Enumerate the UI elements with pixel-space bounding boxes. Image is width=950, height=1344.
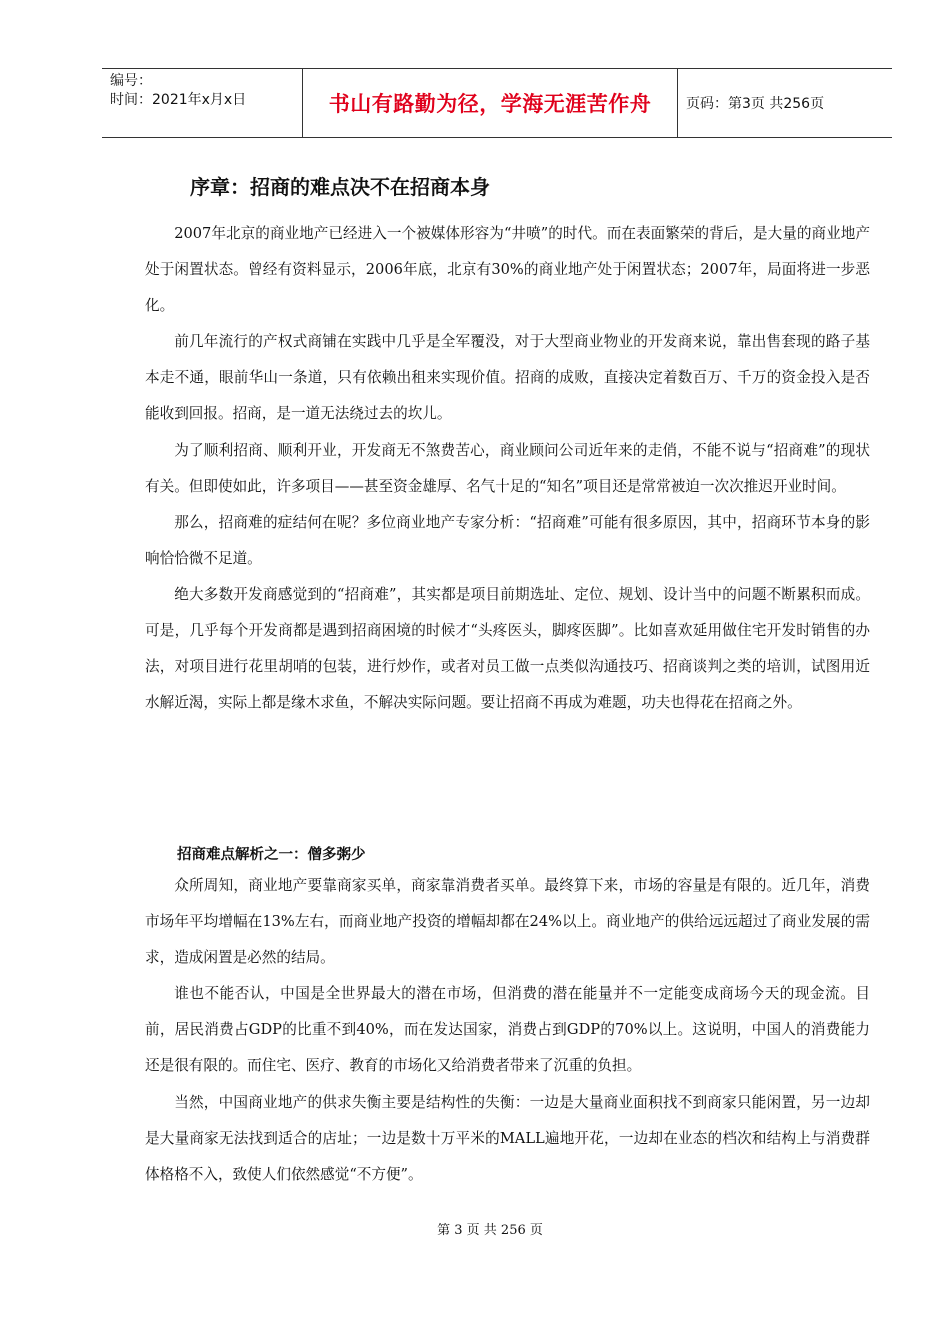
paragraph: 那么，招商难的症结何在呢？多位商业地产专家分析：“招商难”可能有很多原因，其中，招商环节本身的影响恰恰微不足道。 [145,513,870,567]
page-footer: 第 3 页 共 256 页 [437,1223,543,1238]
header-meta [102,69,303,137]
paragraph: 为了顺利招商、顺利开业，开发商无不煞费苦心，商业顾问公司近年来的走俏，不能不说与“招商难”的现状有关。但即使如此，许多项目——甚至资金雄厚、名气十足的“知名”项目还是常常被迫一次次推迟开业时间。 [145,441,870,495]
paragraph: 前几年流行的产权式商铺在实践中几乎是全军覆没，对于大型商业物业的开发商来说，靠出售套现的路子基本走不通，眼前华山一条道，只有依赖出租来实现价值。招商的成败，直接决定着数百万、千万的资金投入是否能收到回报。招商，是一道无法绕过去的坎儿。 [145,333,870,423]
paragraph: 当然，中国商业地产的供求失衡主要是结构性的失衡：一边是大量商业面积找不到商家只能闲置，另一边却是大量商家无法找到适合的店址；一边是数十万平米的MALL遍地开花，一边却在业态的档次和结构上与消费群体格格不入，致使人们依然感觉“不方便”。 [145,1093,870,1183]
document-date: 时间：2021年x月x日 [110,92,247,108]
paragraph: 绝大多数开发商感觉到的“招商难”，其实都是项目前期选址、定位、规划、设计当中的问题不断累积而成。可是，几乎每个开发商都是遇到招商困境的时候才“头疼医头，脚疼医脚”。比如喜欢延用做住宅开发时销售的办法，对项目进行花里胡哨的包装，进行炒作，或者对员工做一点类似沟通技巧、招商谈判之类的培训，试图用近水解近渴，实际上都是缘木求鱼，不解决实际问题。要让招商不再成为难题，功夫也得花在招商之外。 [145,585,870,712]
intro-section [145,216,870,721]
paragraph: 2007年北京的商业地产已经进入一个被媒体形容为“井喷”的时代。而在表面繁荣的背后，是大量的商业地产处于闲置状态。曾经有资料显示，2006年底，北京有30%的商业地产处于闲置状态；2007年，局面将进一步恶化。 [145,225,870,315]
section-heading: 招商难点解析之一：僧多粥少 [177,847,366,863]
paragraph: 众所周知，商业地产要靠商家买单，商家靠消费者买单。最终算下来，市场的容量是有限的。近几年，消费市场年平均增幅在13%左右，而商业地产投资的增幅却都在24%以上。商业地产的供给远远超过了商业发展的需求，造成闲置是必然的结局。 [145,877,870,967]
chapter-title: 序章：招商的难点决不在招商本身 [190,175,490,199]
header-motto: 书山有路勤为径，学海无涯苦作舟 [303,69,678,137]
page-header [102,68,892,138]
section-body [145,868,870,1193]
header-page-number: 页码：第3页 共256页 [686,96,825,112]
document-number: 编号： [110,73,152,89]
paragraph: 谁也不能否认，中国是全世界最大的潜在市场，但消费的潜在能量并不一定能变成商场今天的现金流。目前，居民消费占GDP的比重不到40%，而在发达国家，消费占到GDP的70%以上。这说明，中国人的消费能力还是很有限的。而住宅、医疗、教育的市场化又给消费者带来了沉重的负担。 [145,985,870,1075]
